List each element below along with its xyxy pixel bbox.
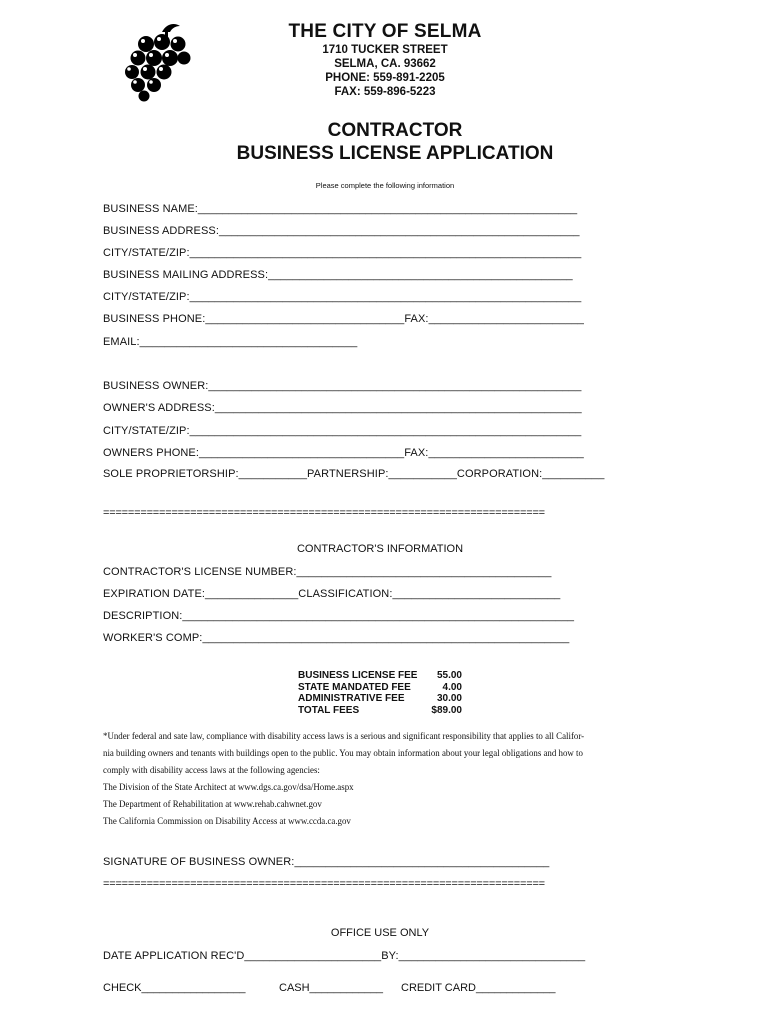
- notice-line: The Division of the State Architect at www.dgs.ca.gov/dsa/Home.aspx: [103, 782, 354, 792]
- notice-line: The California Commission on Disability Access at www.ccda.ca.gov: [103, 816, 351, 826]
- owner-address-field[interactable]: OWNER'S ADDRESS:___________________________________________________________: [103, 402, 582, 414]
- contractor-license-number-field[interactable]: CONTRACTOR'S LICENSE NUMBER:_________________________________________: [103, 566, 552, 578]
- fee-amount: 30.00: [436, 693, 462, 704]
- title-line-1: CONTRACTOR: [327, 120, 463, 141]
- fee-amount: 55.00: [436, 670, 462, 681]
- date-received-field[interactable]: DATE APPLICATION REC'D______________________BY:______________________________: [103, 950, 586, 962]
- business-name-field[interactable]: BUSINESS NAME:_____________________________________________________________: [103, 203, 578, 215]
- business-address-field[interactable]: BUSINESS ADDRESS:__________________________________________________________: [103, 225, 580, 237]
- fee-label: BUSINESS LICENSE FEE: [298, 670, 418, 681]
- section-separator: =======================================================================: [103, 507, 545, 519]
- fax-number: FAX: 559-896-5223: [334, 86, 436, 98]
- document-title: [180, 119, 610, 165]
- instructions: Please complete the following information: [315, 181, 455, 190]
- notice-line: The Department of Rehabilitation at www.rehab.cahwnet.gov: [103, 799, 322, 809]
- ownership-type-field[interactable]: SOLE PROPRIETORSHIP:___________PARTNERSHIP:___________CORPORATION:__________: [103, 468, 605, 480]
- owner-phone-fax-field[interactable]: OWNERS PHONE:_________________________________FAX:_________________________: [103, 447, 584, 459]
- credit-card-field[interactable]: CREDIT CARD_____________: [401, 982, 556, 994]
- phone-number: PHONE: 559-891-2205: [325, 72, 445, 84]
- owner-city-state-zip-field[interactable]: CITY/STATE/ZIP:_______________________________________________________________: [103, 425, 582, 437]
- mailing-city-state-zip-field[interactable]: CITY/STATE/ZIP:_______________________________________________________________: [103, 291, 582, 303]
- business-city-state-zip-field[interactable]: CITY/STATE/ZIP:_______________________________________________________________: [103, 247, 582, 259]
- notice-line: comply with disability access laws at the following agencies:: [103, 765, 320, 775]
- fee-row-total: [298, 705, 462, 717]
- fee-label: STATE MANDATED FEE: [298, 681, 411, 693]
- workers-comp-field[interactable]: WORKER'S COMP:___________________________________________________________: [103, 632, 570, 644]
- fee-table: [298, 670, 462, 716]
- disability-access-notice: [103, 728, 663, 830]
- fee-row: [298, 682, 462, 694]
- business-mailing-address-field[interactable]: BUSINESS MAILING ADDRESS:_________________________________________________: [103, 269, 573, 281]
- grapes-logo-icon: [118, 22, 194, 102]
- expiration-classification-field[interactable]: EXPIRATION DATE:_______________CLASSIFICATION:___________________________: [103, 588, 561, 600]
- office-use-heading: OFFICE USE ONLY: [330, 927, 430, 939]
- street-address: 1710 TUCKER STREET: [322, 44, 448, 56]
- title-line-2: BUSINESS LICENSE APPLICATION: [236, 143, 554, 164]
- fee-amount: $89.00: [431, 704, 462, 716]
- business-owner-field[interactable]: BUSINESS OWNER:____________________________________________________________: [103, 380, 582, 392]
- email-field[interactable]: EMAIL:___________________________________: [103, 336, 358, 348]
- section-separator: =======================================================================: [103, 878, 545, 890]
- fee-row: [298, 670, 462, 682]
- signature-field[interactable]: SIGNATURE OF BUSINESS OWNER:_________________________________________: [103, 856, 550, 868]
- fee-label: ADMINISTRATIVE FEE: [298, 693, 405, 704]
- description-field[interactable]: DESCRIPTION:_______________________________________________________________: [103, 610, 575, 622]
- notice-line: *Under federal and sate law, compliance with disability access laws is a serious and significant responsibility that applies to all Califor-: [103, 731, 585, 741]
- cash-field[interactable]: CASH____________: [279, 982, 383, 994]
- fee-amount: 4.00: [442, 681, 462, 693]
- contractor-info-heading: CONTRACTOR'S INFORMATION: [296, 543, 464, 555]
- city-title: THE CITY OF SELMA: [288, 21, 482, 42]
- fee-row: [298, 693, 462, 705]
- business-phone-fax-field[interactable]: BUSINESS PHONE:________________________________FAX:_________________________: [103, 313, 585, 325]
- city-state: SELMA, CA. 93662: [334, 58, 436, 70]
- check-field[interactable]: CHECK_________________: [103, 982, 246, 994]
- fee-label: TOTAL FEES: [298, 704, 360, 716]
- notice-line: nia building owners and tenants with buildings open to the public. You may obtain information about your legal obligations and how to: [103, 748, 583, 758]
